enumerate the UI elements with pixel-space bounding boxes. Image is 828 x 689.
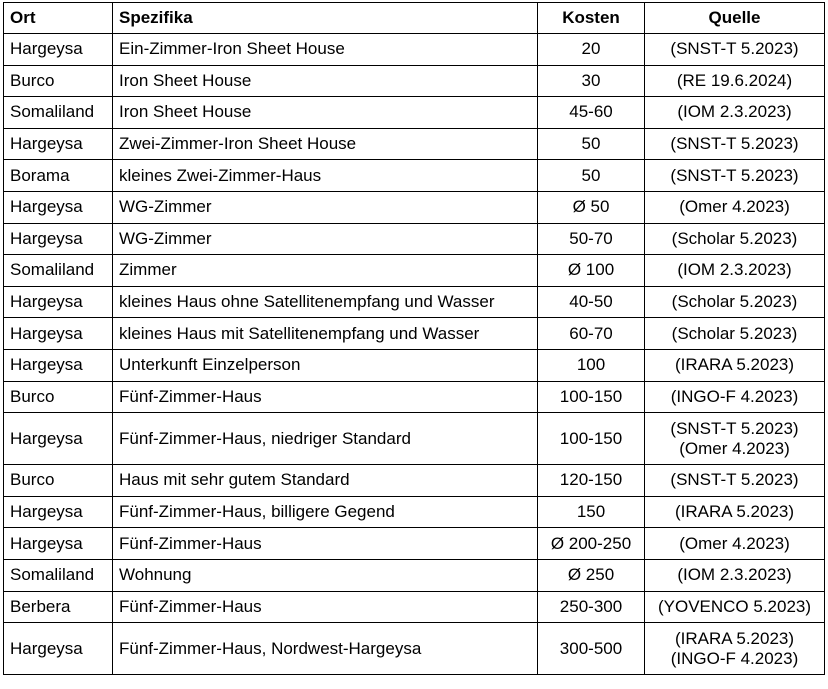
header-ort: Ort bbox=[4, 3, 113, 34]
cell-spezifika: Ein-Zimmer-Iron Sheet House bbox=[113, 34, 538, 66]
cell-quelle bbox=[645, 160, 825, 192]
cell-quelle bbox=[645, 128, 825, 160]
cell-ort: Burco bbox=[4, 65, 113, 97]
cell-ort: Hargeysa bbox=[4, 223, 113, 255]
cell-ort: Hargeysa bbox=[4, 349, 113, 381]
table-row bbox=[4, 97, 825, 129]
table-row bbox=[4, 496, 825, 528]
cell-ort: Somaliland bbox=[4, 559, 113, 591]
cell-quelle bbox=[645, 191, 825, 223]
table-row bbox=[4, 191, 825, 223]
source-ref: (IRARA 5.2023) bbox=[674, 355, 795, 375]
cell-spezifika: Fünf-Zimmer-Haus bbox=[113, 528, 538, 560]
table-row bbox=[4, 65, 825, 97]
cell-kosten: 100 bbox=[538, 349, 645, 381]
cell-kosten: 60-70 bbox=[538, 318, 645, 350]
cell-ort: Somaliland bbox=[4, 97, 113, 129]
source-ref: (Omer 4.2023) bbox=[679, 197, 790, 217]
cell-kosten: 100-150 bbox=[538, 413, 645, 465]
cell-quelle bbox=[645, 623, 825, 675]
header-spezifika: Spezifika bbox=[113, 3, 538, 34]
cell-kosten: 100-150 bbox=[538, 381, 645, 413]
cell-spezifika: Fünf-Zimmer-Haus bbox=[113, 591, 538, 623]
source-ref: (INGO-F 4.2023) bbox=[670, 648, 799, 668]
cell-kosten: 30 bbox=[538, 65, 645, 97]
cell-kosten: 250-300 bbox=[538, 591, 645, 623]
source-ref: (Scholar 5.2023) bbox=[671, 228, 798, 248]
cell-ort: Hargeysa bbox=[4, 496, 113, 528]
cell-spezifika: Fünf-Zimmer-Haus, niedriger Standard bbox=[113, 413, 538, 465]
cell-kosten: 150 bbox=[538, 496, 645, 528]
header-quelle: Quelle bbox=[645, 3, 825, 34]
source-ref: (INGO-F 4.2023) bbox=[670, 386, 799, 406]
cell-spezifika: Fünf-Zimmer-Haus, Nordwest-Hargeysa bbox=[113, 623, 538, 675]
source-ref: (IRARA 5.2023) bbox=[674, 502, 795, 522]
source-ref: (IOM 2.3.2023) bbox=[677, 102, 792, 122]
source-ref: (IOM 2.3.2023) bbox=[677, 260, 792, 280]
cell-spezifika: Zimmer bbox=[113, 255, 538, 287]
cell-kosten: 300-500 bbox=[538, 623, 645, 675]
table-row bbox=[4, 223, 825, 255]
cell-spezifika: WG-Zimmer bbox=[113, 191, 538, 223]
cell-ort: Hargeysa bbox=[4, 34, 113, 66]
cell-kosten: 20 bbox=[538, 34, 645, 66]
cell-spezifika: Iron Sheet House bbox=[113, 65, 538, 97]
header-row bbox=[4, 3, 825, 34]
cell-ort: Hargeysa bbox=[4, 318, 113, 350]
cell-ort: Burco bbox=[4, 381, 113, 413]
cell-kosten: 40-50 bbox=[538, 286, 645, 318]
source-ref: (Scholar 5.2023) bbox=[671, 323, 798, 343]
cell-quelle bbox=[645, 255, 825, 287]
cell-quelle bbox=[645, 65, 825, 97]
cell-kosten: Ø 250 bbox=[538, 559, 645, 591]
cell-quelle bbox=[645, 528, 825, 560]
table-row bbox=[4, 128, 825, 160]
header-kosten: Kosten bbox=[538, 3, 645, 34]
source-ref: (SNST-T 5.2023) bbox=[670, 39, 799, 59]
cell-kosten: Ø 50 bbox=[538, 191, 645, 223]
cell-kosten: Ø 100 bbox=[538, 255, 645, 287]
source-ref: (Omer 4.2023) bbox=[679, 533, 790, 553]
source-ref: (YOVENCO 5.2023) bbox=[657, 596, 812, 616]
source-ref: (IRARA 5.2023) bbox=[674, 628, 795, 648]
cell-quelle bbox=[645, 465, 825, 497]
table-row bbox=[4, 591, 825, 623]
source-ref: (Omer 4.2023) bbox=[679, 438, 790, 458]
cell-kosten: 120-150 bbox=[538, 465, 645, 497]
cell-ort: Somaliland bbox=[4, 255, 113, 287]
cell-quelle bbox=[645, 349, 825, 381]
cell-kosten: 50 bbox=[538, 160, 645, 192]
cell-spezifika: kleines Zwei-Zimmer-Haus bbox=[113, 160, 538, 192]
cell-kosten: Ø 200-250 bbox=[538, 528, 645, 560]
table-row bbox=[4, 318, 825, 350]
cell-quelle bbox=[645, 97, 825, 129]
cell-quelle bbox=[645, 286, 825, 318]
source-ref: (SNST-T 5.2023) bbox=[670, 134, 799, 154]
source-ref: (Scholar 5.2023) bbox=[671, 292, 798, 312]
housing-cost-table bbox=[3, 2, 825, 675]
table-row bbox=[4, 286, 825, 318]
cell-ort: Hargeysa bbox=[4, 286, 113, 318]
table-row bbox=[4, 381, 825, 413]
cell-spezifika: Haus mit sehr gutem Standard bbox=[113, 465, 538, 497]
cell-ort: Hargeysa bbox=[4, 191, 113, 223]
source-ref: (SNST-T 5.2023) bbox=[670, 470, 799, 490]
cell-spezifika: kleines Haus mit Satellitenempfang und Wasser bbox=[113, 318, 538, 350]
cell-spezifika: Zwei-Zimmer-Iron Sheet House bbox=[113, 128, 538, 160]
cell-spezifika: kleines Haus ohne Satellitenempfang und Wasser bbox=[113, 286, 538, 318]
cell-quelle bbox=[645, 381, 825, 413]
table-row bbox=[4, 255, 825, 287]
table-row bbox=[4, 349, 825, 381]
table-row bbox=[4, 623, 825, 675]
cell-quelle bbox=[645, 318, 825, 350]
cell-spezifika: Fünf-Zimmer-Haus, billigere Gegend bbox=[113, 496, 538, 528]
cell-ort: Borama bbox=[4, 160, 113, 192]
cell-quelle bbox=[645, 496, 825, 528]
cell-quelle bbox=[645, 413, 825, 465]
cell-spezifika: Fünf-Zimmer-Haus bbox=[113, 381, 538, 413]
cell-quelle bbox=[645, 223, 825, 255]
cell-spezifika: Iron Sheet House bbox=[113, 97, 538, 129]
cell-quelle bbox=[645, 591, 825, 623]
cell-ort: Hargeysa bbox=[4, 128, 113, 160]
cell-kosten: 45-60 bbox=[538, 97, 645, 129]
cell-quelle bbox=[645, 559, 825, 591]
source-ref: (SNST-T 5.2023) bbox=[670, 418, 799, 438]
table-row bbox=[4, 559, 825, 591]
cell-ort: Hargeysa bbox=[4, 413, 113, 465]
cell-ort: Hargeysa bbox=[4, 528, 113, 560]
cell-spezifika: Unterkunft Einzelperson bbox=[113, 349, 538, 381]
cell-ort: Hargeysa bbox=[4, 623, 113, 675]
table-row bbox=[4, 160, 825, 192]
table-row bbox=[4, 413, 825, 465]
source-ref: (SNST-T 5.2023) bbox=[670, 165, 799, 185]
cell-quelle bbox=[645, 34, 825, 66]
cell-spezifika: WG-Zimmer bbox=[113, 223, 538, 255]
source-ref: (IOM 2.3.2023) bbox=[677, 565, 792, 585]
source-ref: (RE 19.6.2024) bbox=[676, 70, 793, 90]
table-row bbox=[4, 528, 825, 560]
cell-spezifika: Wohnung bbox=[113, 559, 538, 591]
table-row bbox=[4, 465, 825, 497]
table-body bbox=[4, 34, 825, 675]
cell-kosten: 50 bbox=[538, 128, 645, 160]
cell-ort: Burco bbox=[4, 465, 113, 497]
table-row bbox=[4, 34, 825, 66]
cell-kosten: 50-70 bbox=[538, 223, 645, 255]
cell-ort: Berbera bbox=[4, 591, 113, 623]
